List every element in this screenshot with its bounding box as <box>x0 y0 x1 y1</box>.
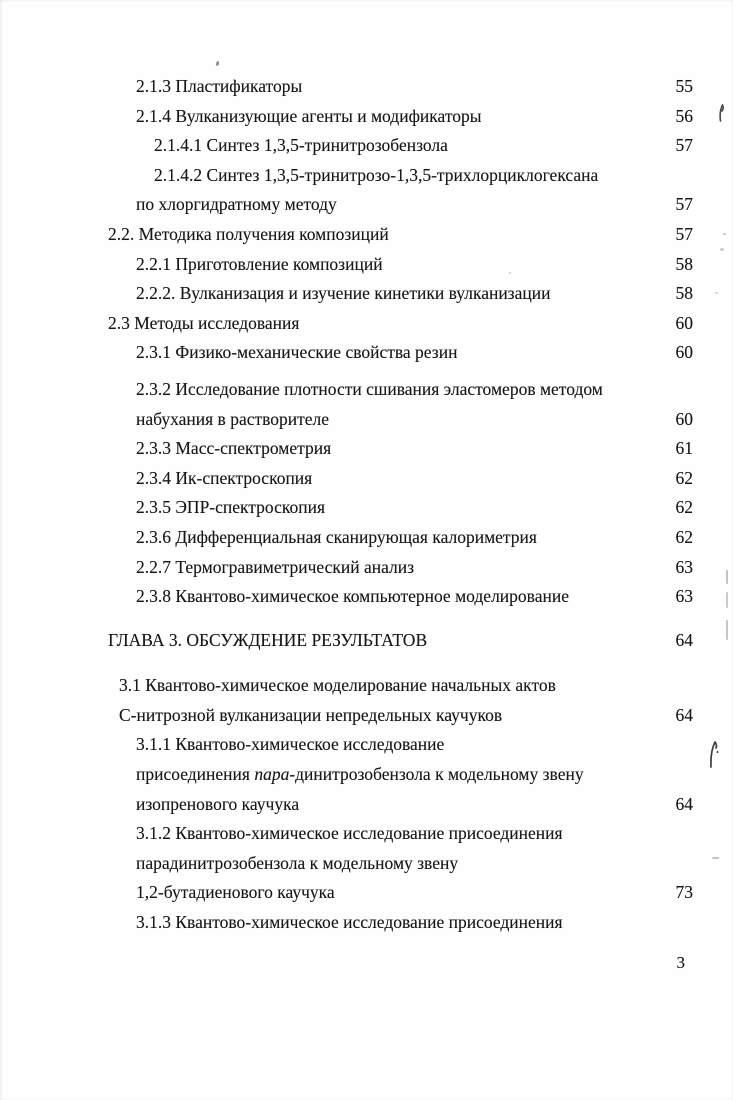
toc-entry-text: 3.1.1 Квантово-химическое исследование <box>136 734 445 755</box>
toc-row <box>0 190 733 220</box>
scan-speck <box>509 272 511 274</box>
toc-row <box>0 790 733 820</box>
page-edge-bleed-mark <box>726 592 728 608</box>
toc-row <box>0 434 733 464</box>
toc-entry-text: 2.1.4.2 Синтез 1,3,5-тринитрозо-1,3,5-трихлорциклогексана <box>154 164 599 185</box>
toc-entry-text: присоединения пара-динитрозобензола к модельному звену <box>136 764 584 785</box>
toc-row <box>0 338 733 368</box>
toc-page-number: 57 <box>675 223 693 244</box>
pen-mark-flick <box>716 104 726 122</box>
toc-page-number: 64 <box>675 704 693 725</box>
scan-speck <box>720 248 724 251</box>
toc-page-number: 73 <box>675 882 693 903</box>
toc-entry-text: 2.3.1 Физико-механические свойства резин <box>136 342 458 363</box>
toc-page-number: 60 <box>675 342 693 363</box>
toc-page-number: 62 <box>675 497 693 518</box>
toc-row <box>0 464 733 494</box>
scan-speck <box>723 233 726 235</box>
toc-entry-text: 2.2.2. Вулканизация и изучение кинетики вулканизации <box>136 283 551 304</box>
toc-row <box>0 553 733 583</box>
toc-entry-text: 2.3.8 Квантово-химическое компьютерное моделирование <box>136 586 569 607</box>
page-edge-bleed-mark <box>726 570 728 584</box>
toc-page-number: 57 <box>675 135 693 156</box>
toc-page-number: 62 <box>675 467 693 488</box>
toc-page-number: 60 <box>675 312 693 333</box>
toc-row <box>0 523 733 553</box>
toc-row <box>0 279 733 309</box>
toc-entry-text: 1,2-бутадиенового каучука <box>136 882 335 903</box>
toc-row <box>0 72 733 102</box>
toc-page-number: 64 <box>675 629 693 650</box>
toc-page-number: 57 <box>675 194 693 215</box>
toc-row <box>0 760 733 790</box>
toc-page-number: 63 <box>675 556 693 577</box>
toc-entry-text: 2.3.2 Исследование плотности сшивания эластомеров методом <box>136 378 603 399</box>
toc-row <box>0 250 733 280</box>
scan-speck <box>215 61 219 67</box>
toc-row <box>0 493 733 523</box>
pen-mark-tick <box>704 740 720 770</box>
toc-entry-text: изопренового каучука <box>136 793 300 814</box>
scan-speck <box>712 857 719 859</box>
toc-row <box>0 819 733 849</box>
toc-entry-text: 2.3 Методы исследования <box>108 312 300 333</box>
toc-entry-text: 3.1 Квантово-химическое моделирование начальных актов <box>119 675 556 696</box>
toc-entry-text: набухания в растворителе <box>136 408 330 429</box>
page-edge-bleed-mark <box>726 620 728 640</box>
toc-page-number: 56 <box>675 105 693 126</box>
toc-row <box>0 220 733 250</box>
toc-entry-text: 3.1.3 Квантово-химическое исследование присоединения <box>136 912 563 933</box>
toc-entry-text: 2.3.6 Дифференциальная сканирующая калориметрия <box>136 526 537 547</box>
footer-page-number: 3 <box>676 953 685 972</box>
toc-page-number: 61 <box>675 438 693 459</box>
toc-row <box>0 131 733 161</box>
toc-page-number: 60 <box>675 408 693 429</box>
toc-entry-text: 2.1.4.1 Синтез 1,3,5-тринитрозобензола <box>154 135 448 156</box>
scan-speck <box>715 292 718 294</box>
toc-entry-text: 2.3.3 Масс-спектрометрия <box>136 438 332 459</box>
toc-row <box>0 375 733 405</box>
toc-row <box>0 405 733 435</box>
toc-entry-text: 2.1.3 Пластификаторы <box>136 76 303 96</box>
toc-row <box>0 626 733 656</box>
toc-entry-text: 3.1.2 Квантово-химическое исследование присоединения <box>136 823 563 844</box>
toc-entry-text: 2.2.7 Термогравиметрический анализ <box>136 556 415 577</box>
toc-row <box>0 161 733 191</box>
toc-row <box>0 908 733 938</box>
toc-page-number: 55 <box>675 76 693 96</box>
toc-row <box>0 671 733 701</box>
toc-page-number: 58 <box>675 253 693 274</box>
toc-page-number: 64 <box>675 793 693 814</box>
toc-entry-text: ГЛАВА 3. ОБСУЖДЕНИЕ РЕЗУЛЬТАТОВ <box>108 629 428 650</box>
toc-page-number: 58 <box>675 283 693 304</box>
toc-entry-text: 2.3.5 ЭПР-спектроскопия <box>136 497 326 518</box>
toc-row <box>0 878 733 908</box>
toc-entry-text: 2.2. Методика получения композиций <box>108 223 389 244</box>
toc-row <box>0 102 733 132</box>
toc-list <box>0 72 733 938</box>
toc-row <box>0 730 733 760</box>
toc-row <box>0 701 733 731</box>
toc-page-number: 63 <box>675 586 693 607</box>
toc-row <box>0 582 733 612</box>
toc-entry-text: 2.1.4 Вулканизующие агенты и модификаторы <box>136 105 482 126</box>
toc-page-number: 62 <box>675 526 693 547</box>
toc-entry-text: С-нитрозной вулканизации непредельных каучуков <box>119 704 503 725</box>
toc-row <box>0 849 733 879</box>
toc-entry-text: по хлоргидратному методу <box>136 194 337 215</box>
toc-row <box>0 309 733 339</box>
toc-entry-text: 2.3.4 Ик-спектроскопия <box>136 467 313 488</box>
toc-entry-text: 2.2.1 Приготовление композиций <box>136 253 383 274</box>
toc-entry-text: парадинитрозобензола к модельному звену <box>136 852 459 873</box>
